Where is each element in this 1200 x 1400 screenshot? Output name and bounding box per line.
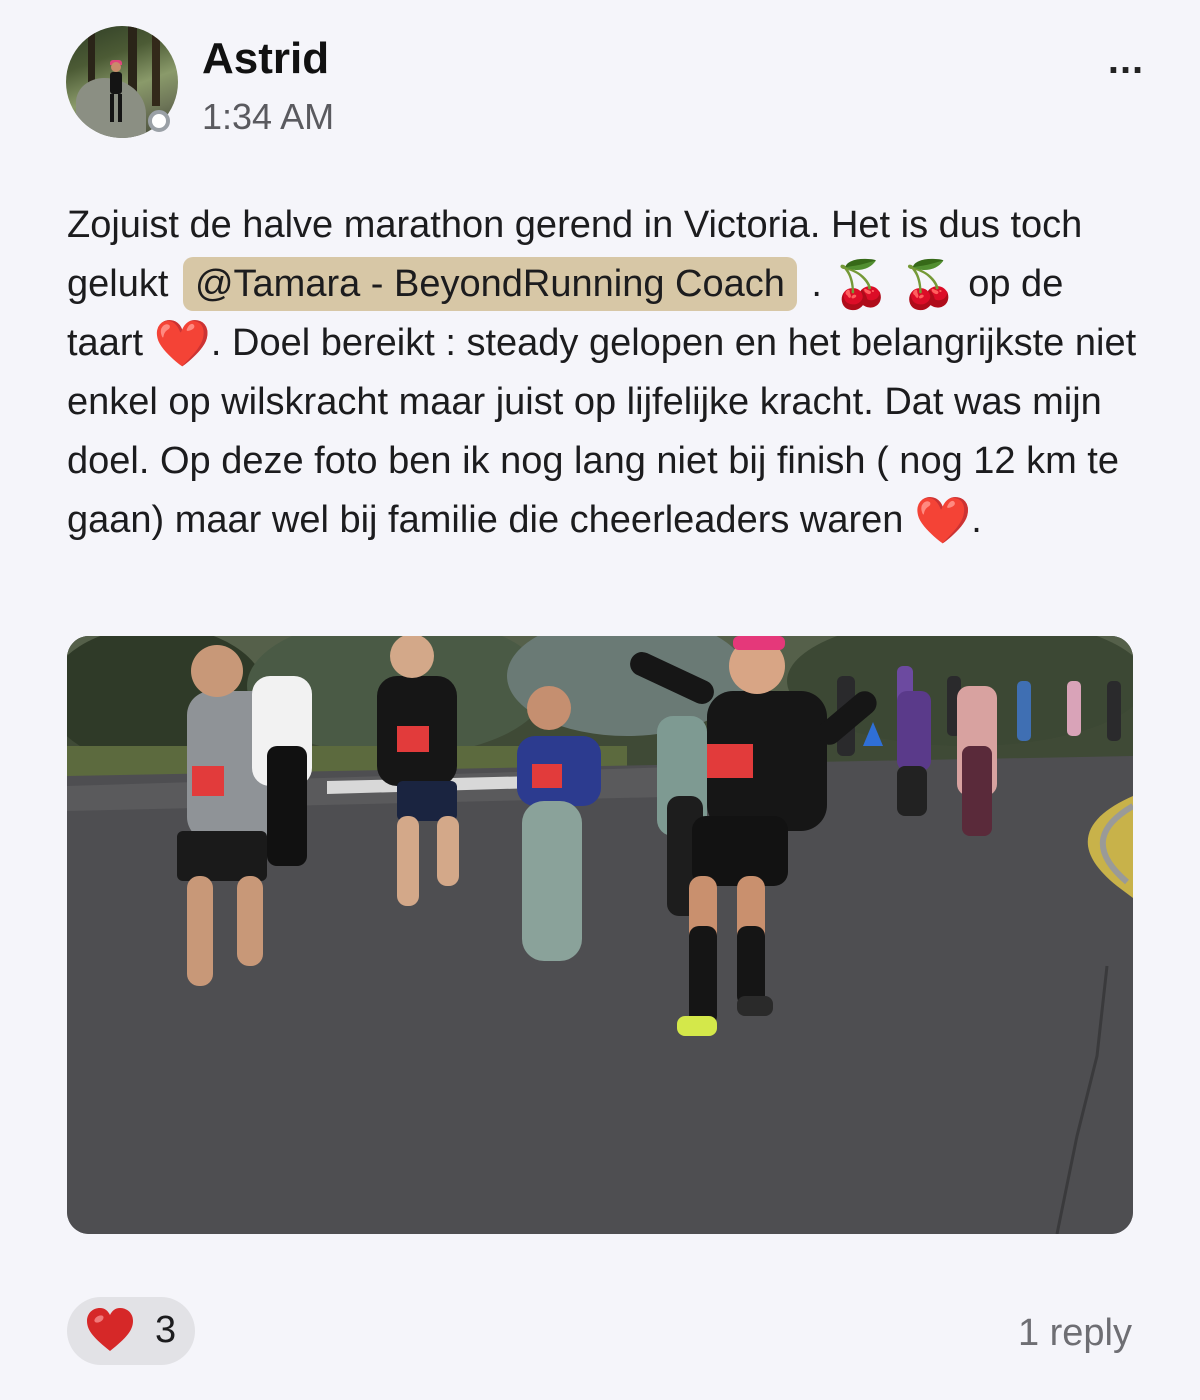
post-header xyxy=(66,26,1160,142)
author-name[interactable]: Astrid xyxy=(202,34,330,83)
more-options-button[interactable] xyxy=(1098,38,1154,88)
race-photo-illustration xyxy=(67,636,1133,1234)
post-photo[interactable] xyxy=(67,636,1133,1234)
mention-tag[interactable]: @Tamara - BeyondRunning Coach xyxy=(183,257,797,311)
post-text-segment: . xyxy=(971,499,982,541)
post-timestamp: 1:34 AM xyxy=(202,96,335,137)
cherry-emoji: 🍒 xyxy=(832,258,890,310)
post-text-segment: op de taart xyxy=(67,263,1064,364)
post-text-segment xyxy=(890,263,901,305)
more-horizontal-icon: ... xyxy=(1107,38,1145,82)
presence-status-dot xyxy=(148,110,170,132)
post-text-segment: . xyxy=(800,263,833,305)
heart-emoji: ❤️ xyxy=(153,317,211,369)
post-text xyxy=(67,196,1137,550)
author-avatar[interactable] xyxy=(66,26,178,138)
reaction-count: 3 xyxy=(155,1309,177,1351)
post-text-segment: Zojuist de halve marathon gerend in Victoria. Het is dus toch gelukt xyxy=(67,204,1083,305)
cherry-emoji: 🍒 xyxy=(900,258,958,310)
heart-emoji: ❤️ xyxy=(913,494,972,546)
reaction-button[interactable] xyxy=(67,1297,195,1365)
heart-icon xyxy=(85,1307,135,1353)
replies-link[interactable]: 1 reply xyxy=(1017,1312,1132,1354)
post-text-segment: . Doel bereikt : steady gelopen en het belangrijkste niet enkel op wilskracht maar juist op lijfelijke kracht. Dat was mijn doel. Op deze foto ben ik nog lang niet bij finish ( nog 12 km te gaan) maar wel bij familie die cheerleaders waren xyxy=(67,322,1137,541)
